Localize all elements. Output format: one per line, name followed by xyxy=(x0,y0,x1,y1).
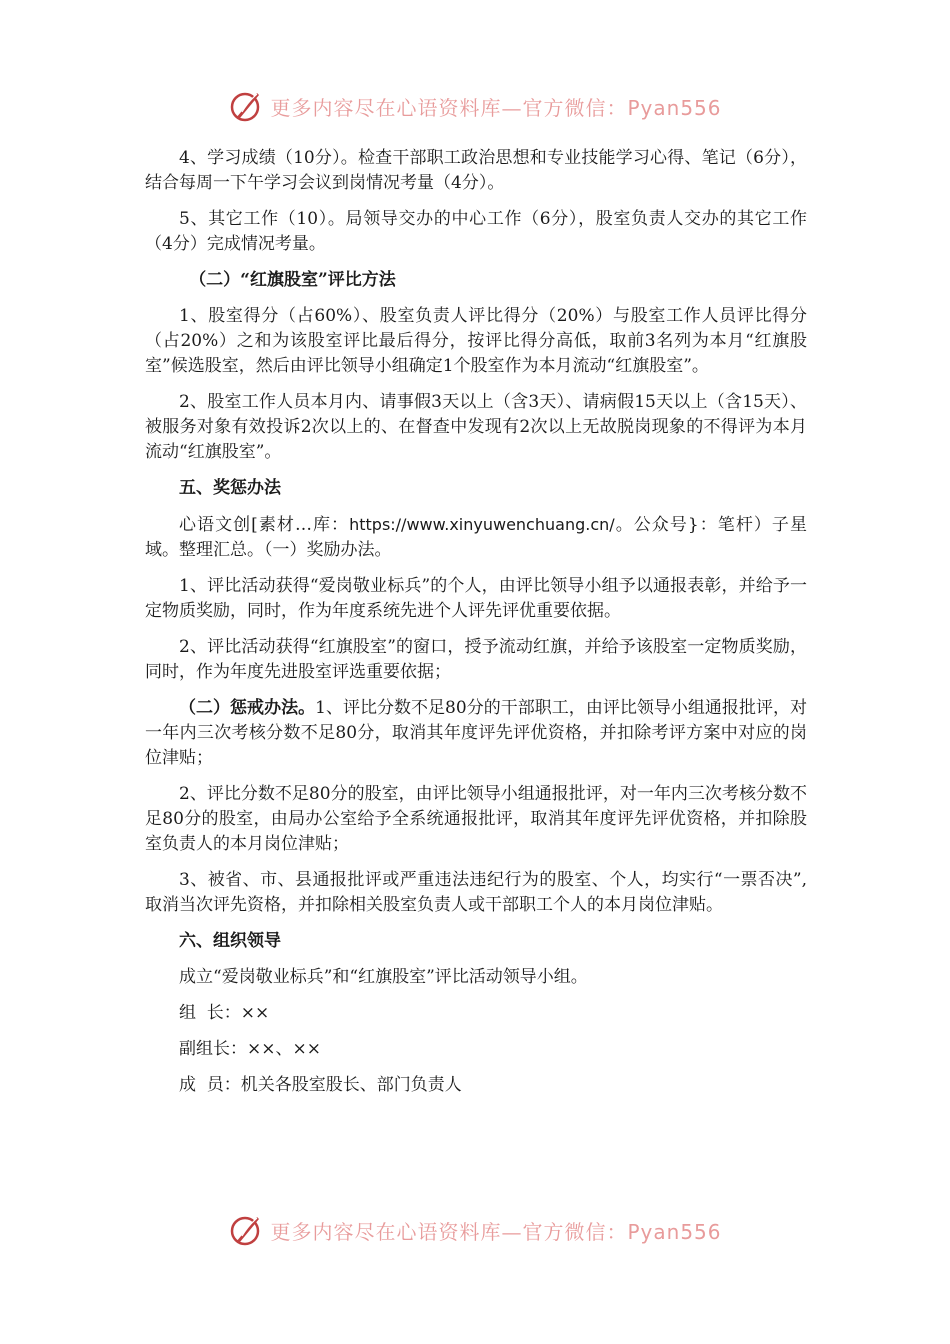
paragraph-group: 成立“爱岗敬业标兵”和“红旗股室”评比活动领导小组。 xyxy=(179,967,588,987)
paragraph-leader: 组 长：×× xyxy=(179,1003,270,1023)
heading-rewards: 五、奖惩办法 xyxy=(179,478,281,498)
source-link[interactable]: https://www.xinyuwenchuang.cn/ xyxy=(349,515,615,534)
footer-banner xyxy=(0,1210,950,1250)
document-body xyxy=(145,146,807,1109)
paragraph-penalty-office: 2、评比分数不足80分的股室，由评比领导小组通报批评，对一年内三次考核分数不足80分的股室，由局办公室给予全系统通报批评，取消其年度评先评优资格，并扣除股室负责人的本月岗位津贴； xyxy=(145,784,807,854)
heading-red-flag-method: （二）“红旗股室”评比方法 xyxy=(189,270,396,290)
paragraph-other-work: 5、其它工作（10）。局领导交办的中心工作（6分），股室负责人交办的其它工作（4分）完成情况考量。 xyxy=(145,209,807,254)
banner-text: 更多内容尽在心语资料库—官方微信：Pyan556 xyxy=(270,95,722,120)
paragraph-veto: 3、被省、市、县通报批评或严重违法违纪行为的股室、个人，均实行“一票否决”,取消当次评先资格，并扣除相关股室负责人或干部职工个人的本月岗位津贴。 xyxy=(145,870,807,915)
paragraph-members: 成 员：机关各股室股长、部门负责人 xyxy=(179,1075,462,1095)
paragraph-source: 心语文创[素材…库：https://www.xinyuwenchuang.cn/。公众号}：笔杆）子星域。整理汇总。（一）奖励办法。 xyxy=(145,515,807,560)
quill-logo-icon xyxy=(228,1212,264,1248)
header-banner xyxy=(0,86,950,126)
banner-text: 更多内容尽在心语资料库—官方微信：Pyan556 xyxy=(270,1219,722,1244)
quill-logo-icon xyxy=(228,88,264,124)
paragraph-scoring: 1、股室得分（占60%）、股室负责人评比得分（20%）与股室工作人员评比得分（占20%）之和为该股室评比最后得分，按评比得分高低，取前3名列为本月“红旗股室”候选股室，然后由评比领导小组确定1个股室作为本月流动“红旗股室”。 xyxy=(145,306,807,376)
paragraph-penalty: （二）惩戒办法。1、评比分数不足80分的干部职工，由评比领导小组通报批评，对一年内三次考核分数不足80分，取消其年度评先评优资格，并扣除考评方案中对应的岗位津贴； xyxy=(145,698,807,768)
heading-leadership: 六、组织领导 xyxy=(179,931,281,951)
paragraph-reward-individual: 1、评比活动获得“爱岗敬业标兵”的个人，由评比领导小组予以通报表彰，并给予一定物质奖励，同时，作为年度系统先进个人评先评优重要依据。 xyxy=(145,576,807,621)
paragraph-exclusion: 2、股室工作人员本月内、请事假3天以上（含3天）、请病假15天以上（含15天）、被服务对象有效投诉2次以上的、在督查中发现有2次以上无故脱岗现象的不得评为本月流动“红旗股室”。 xyxy=(145,392,807,462)
paragraph-study: 4、学习成绩（10分）。检查干部职工政治思想和专业技能学习心得、笔记（6分），结合每周一下午学习会议到岗情况考量（4分）。 xyxy=(145,148,807,193)
paragraph-deputy: 副组长：××、×× xyxy=(179,1039,321,1059)
paragraph-reward-office: 2、评比活动获得“红旗股室”的窗口，授予流动红旗，并给予该股室一定物质奖励，同时，作为年度先进股室评选重要依据； xyxy=(145,637,807,682)
